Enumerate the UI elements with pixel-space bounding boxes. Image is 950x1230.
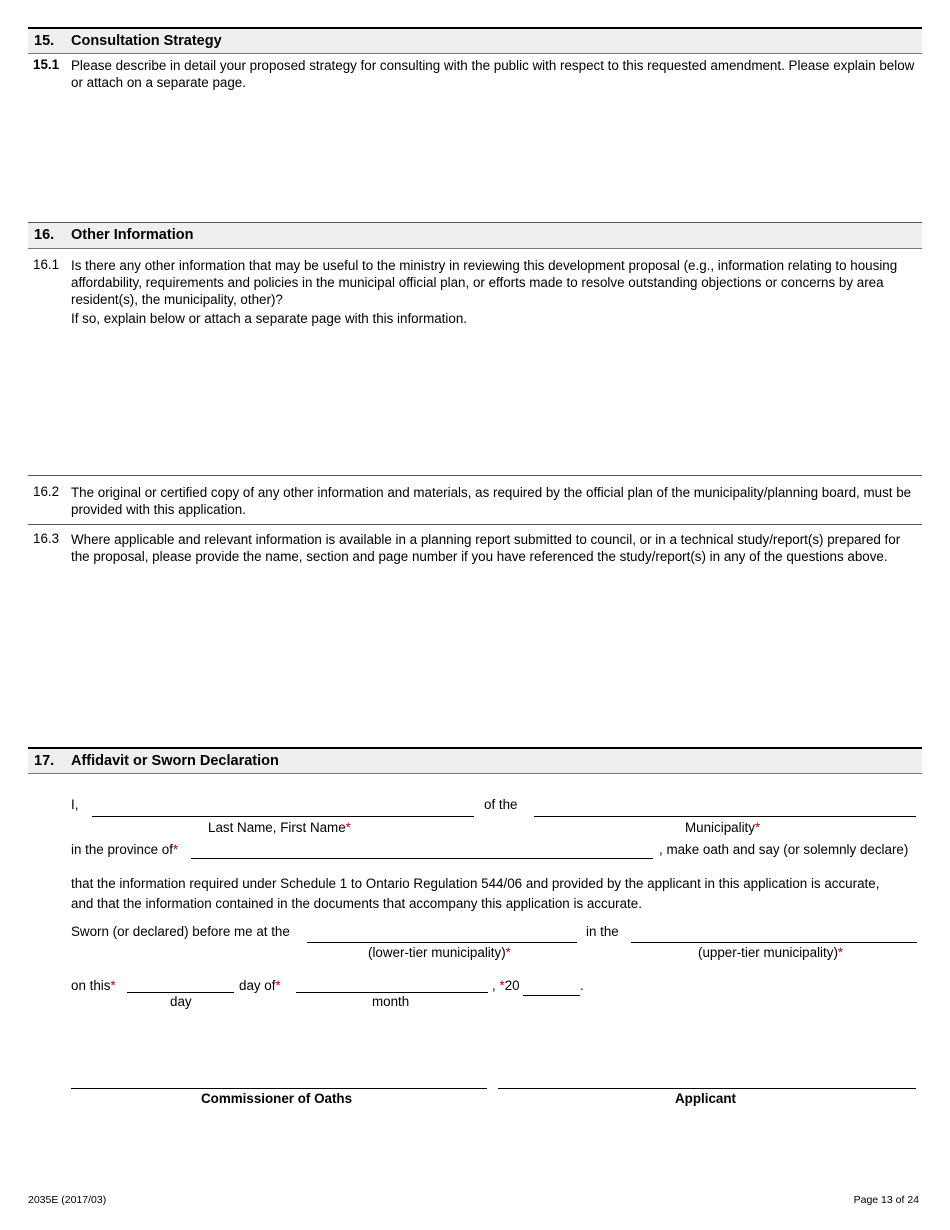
question-text: Please describe in detail your proposed strategy for consulting with the public with respect to this requested amendment. Please explain below or attach on a separate page. bbox=[71, 58, 915, 90]
section-title: Other Information bbox=[71, 227, 194, 243]
province-field[interactable] bbox=[191, 858, 653, 859]
other-information-answer-area[interactable] bbox=[71, 332, 921, 470]
municipality-caption: Municipality* bbox=[685, 820, 761, 835]
period: . bbox=[580, 978, 584, 993]
divider bbox=[28, 524, 922, 525]
year-label: , *20 bbox=[492, 978, 520, 993]
day-field[interactable] bbox=[127, 992, 234, 993]
upper-tier-caption: (upper-tier municipality)* bbox=[698, 945, 844, 960]
question-text: The original or certified copy of any other information and materials, as required by the official plan of the municipality/planning board, must be provided with this application. bbox=[71, 485, 912, 517]
section-title: Consultation Strategy bbox=[71, 33, 222, 49]
month-caption: month bbox=[372, 994, 410, 1009]
form-id: 2035E (2017/03) bbox=[28, 1194, 107, 1206]
required-marker: * bbox=[275, 978, 281, 993]
province-label: in the province of* bbox=[71, 842, 179, 857]
of-the-label: of the bbox=[484, 797, 518, 812]
year-field[interactable] bbox=[523, 995, 580, 996]
municipality-field[interactable] bbox=[534, 816, 916, 817]
referenced-reports-answer-area[interactable] bbox=[71, 588, 921, 738]
required-marker: * bbox=[499, 978, 505, 993]
in-the-label: in the bbox=[586, 924, 619, 939]
question-number: 15.1 bbox=[33, 57, 60, 72]
question-text: Where applicable and relevant information is available in a planning report submitted to council, or in a technical study/report(s) prepared for the proposal, please provide the name, section and page number if you have referenced the study/report(s) in any of the questions above. bbox=[71, 532, 901, 564]
divider bbox=[28, 475, 922, 476]
required-marker: * bbox=[505, 945, 511, 960]
section-title: Affidavit or Sworn Declaration bbox=[71, 753, 279, 769]
lower-tier-caption: (lower-tier municipality)* bbox=[368, 945, 511, 960]
question-number: 16.1 bbox=[33, 257, 60, 272]
section-number: 17. bbox=[34, 753, 55, 769]
section-number: 15. bbox=[34, 33, 55, 49]
commissioner-label: Commissioner of Oaths bbox=[201, 1091, 353, 1106]
required-marker: * bbox=[345, 820, 351, 835]
oath-text: , make oath and say (or solemnly declare) bbox=[659, 842, 909, 857]
consultation-strategy-answer-area[interactable] bbox=[71, 96, 921, 216]
sworn-label: Sworn (or declared) before me at the bbox=[71, 924, 290, 939]
section-number: 16. bbox=[34, 227, 55, 243]
name-field[interactable] bbox=[92, 816, 474, 817]
lower-tier-municipality-field[interactable] bbox=[307, 942, 577, 943]
question-number: 16.3 bbox=[33, 531, 60, 546]
name-caption: Last Name, First Name* bbox=[208, 820, 351, 835]
question-text-continued: If so, explain below or attach a separate page with this information. bbox=[71, 311, 467, 326]
required-marker: * bbox=[837, 945, 844, 960]
applicant-label: Applicant bbox=[675, 1091, 737, 1106]
page-number: Page 13 of 24 bbox=[853, 1194, 919, 1206]
commissioner-signature-field[interactable] bbox=[71, 1088, 487, 1089]
section-16-header bbox=[28, 222, 922, 249]
applicant-signature-field[interactable] bbox=[498, 1088, 916, 1089]
statement-line-1: that the information required under Schedule 1 to Ontario Regulation 544/06 and provided by the applicant in this application is accurate, bbox=[71, 876, 880, 891]
required-marker: * bbox=[754, 820, 761, 835]
day-caption: day bbox=[170, 994, 192, 1009]
i-label: I, bbox=[71, 797, 79, 812]
upper-tier-municipality-field[interactable] bbox=[631, 942, 917, 943]
section-15-header bbox=[28, 27, 922, 54]
section-17-header bbox=[28, 747, 922, 774]
question-text: Is there any other information that may be useful to the ministry in reviewing this development proposal (e.g., information relating to housing affordability, requirements and policies in the municipal official plan, or efforts made to resolve outstanding objections or concerns by area resident(s), the municipality, other)? bbox=[71, 258, 898, 307]
question-number: 16.2 bbox=[33, 484, 60, 499]
month-field[interactable] bbox=[296, 992, 488, 993]
day-of-label: day of* bbox=[239, 978, 281, 993]
on-this-label: on this* bbox=[71, 978, 116, 993]
required-marker: * bbox=[172, 842, 179, 857]
statement-line-2: and that the information contained in the documents that accompany this application is accurate. bbox=[71, 896, 642, 911]
required-marker: * bbox=[110, 978, 116, 993]
